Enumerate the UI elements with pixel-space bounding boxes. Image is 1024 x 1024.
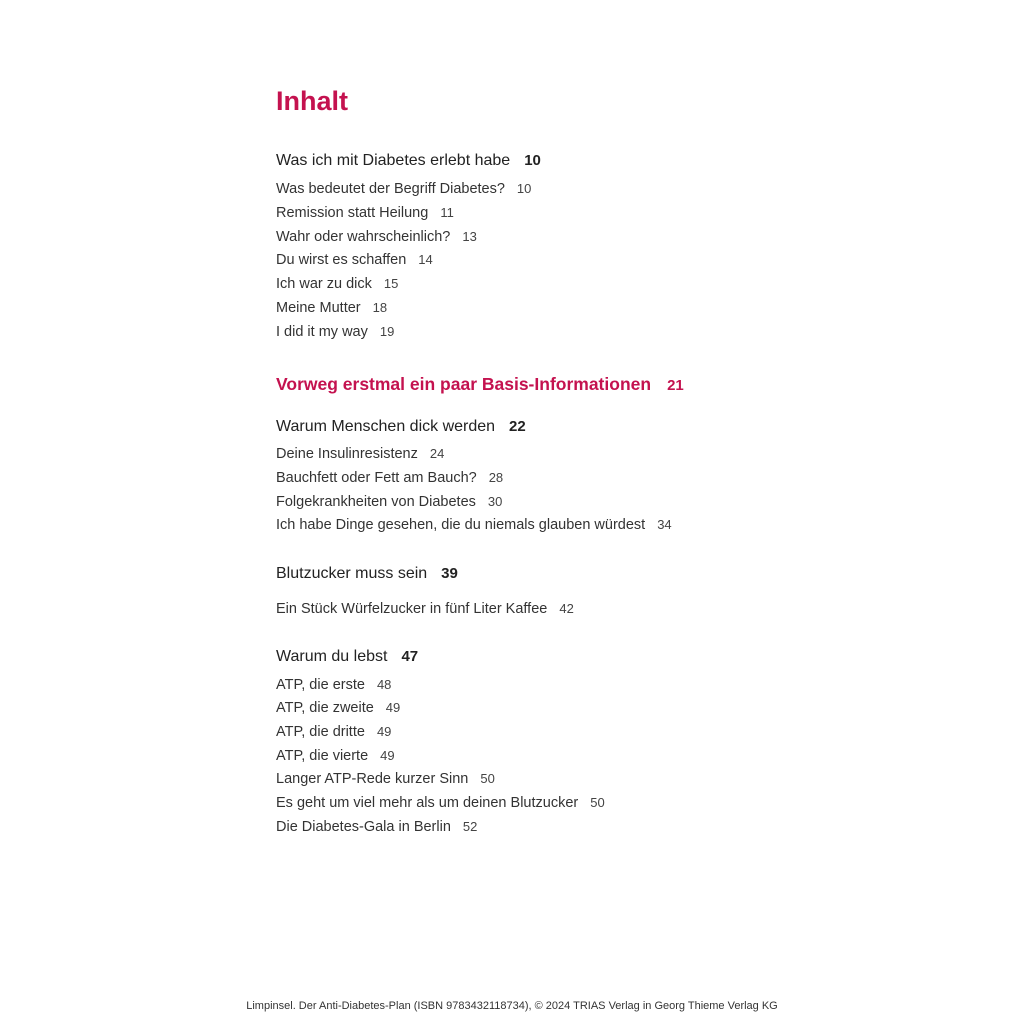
entry-title: Langer ATP-Rede kurzer Sinn [276,771,469,787]
entry-title: Es geht um viel mehr als um deinen Blutzucker [276,795,579,811]
page-number: 13 [462,229,477,244]
page-number: 49 [376,724,392,739]
toc-entry[interactable] [276,229,477,245]
toc-entry[interactable] [276,795,605,811]
page-number: 10 [524,152,541,169]
toc-entry[interactable] [276,677,391,693]
page-number: 30 [487,494,503,509]
page-number: 50 [480,771,495,786]
toc-entry[interactable] [276,252,433,268]
copyright-footer: Limpinsel. Der Anti-Diabetes-Plan (ISBN 9783432118734), © 2024 TRIAS Verlag in Georg Thieme Verlag KG [246,1000,778,1012]
toc-entry[interactable] [276,276,398,292]
toc-chapter[interactable] [276,565,458,583]
toc-entry[interactable] [276,470,503,486]
entry-title: Ich habe Dinge gesehen, die du niemals glauben würdest [276,517,646,533]
entry-title: ATP, die erste [276,677,365,693]
page-number: 34 [657,517,672,532]
entry-title: ATP, die vierte [276,748,369,764]
page-number: 11 [440,205,454,220]
toc-entry[interactable] [276,724,391,740]
toc-entry[interactable] [276,601,574,617]
entry-title: ATP, die dritte [276,724,365,740]
entry-title: Ein Stück Würfelzucker in fünf Liter Kaffee [276,601,548,617]
page-number: 49 [385,700,401,715]
page-number: 28 [488,470,504,485]
page-number: 15 [383,276,399,291]
entry-title: Die Diabetes-Gala in Berlin [276,819,451,835]
chapter-title: Warum Menschen dick werden [276,418,496,435]
toc-entry[interactable] [276,181,531,197]
entry-title: Meine Mutter [276,300,361,316]
page-number: 21 [667,377,684,394]
chapter-title: Was ich mit Diabetes erlebt habe [276,152,511,169]
page-number: 42 [559,601,574,616]
page-number: 48 [376,677,392,692]
part-title: Vorweg erstmal ein paar Basis-Informationen [276,374,652,394]
entry-title: Ich war zu dick [276,276,372,292]
entry-title: Deine Insulinresistenz [276,446,418,462]
page-number: 22 [509,418,526,435]
entry-title: Du wirst es schaffen [276,252,407,268]
entry-title: Wahr oder wahrscheinlich? [276,229,451,245]
toc-entry[interactable] [276,771,495,787]
page-number: 49 [380,748,395,763]
toc-chapter[interactable] [276,152,541,170]
entry-title: Remission statt Heilung [276,205,429,221]
page-number: 10 [516,181,532,196]
page-number: 24 [429,446,445,461]
page-number: 14 [418,252,433,267]
toc-entry[interactable] [276,819,477,835]
page-number: 39 [441,565,458,582]
chapter-title: Warum du lebst [276,648,388,665]
toc-entry[interactable] [276,446,444,462]
page-number: 47 [401,648,419,665]
entry-title: ATP, die zweite [276,700,374,716]
toc-entry[interactable] [276,700,400,716]
toc-entry[interactable] [276,205,454,221]
entry-title: Folgekrankheiten von Diabetes [276,494,476,510]
toc-entry[interactable] [276,517,672,533]
toc-entry[interactable] [276,300,387,316]
entry-title: Was bedeutet der Begriff Diabetes? [276,181,505,197]
page-title: Inhalt [276,86,348,116]
toc-entry[interactable] [276,324,394,340]
page-number: 50 [590,795,605,810]
toc-chapter[interactable] [276,418,526,436]
toc-entry[interactable] [276,748,395,764]
page-number: 18 [372,300,388,315]
entry-title: Bauchfett oder Fett am Bauch? [276,470,477,486]
page-number: 19 [379,324,395,339]
toc-entry[interactable] [276,494,502,510]
toc-chapter[interactable] [276,648,418,666]
toc-part-heading[interactable] [276,374,684,395]
page-number: 52 [462,819,478,834]
chapter-title: Blutzucker muss sein [276,565,428,582]
entry-title: I did it my way [276,324,368,340]
